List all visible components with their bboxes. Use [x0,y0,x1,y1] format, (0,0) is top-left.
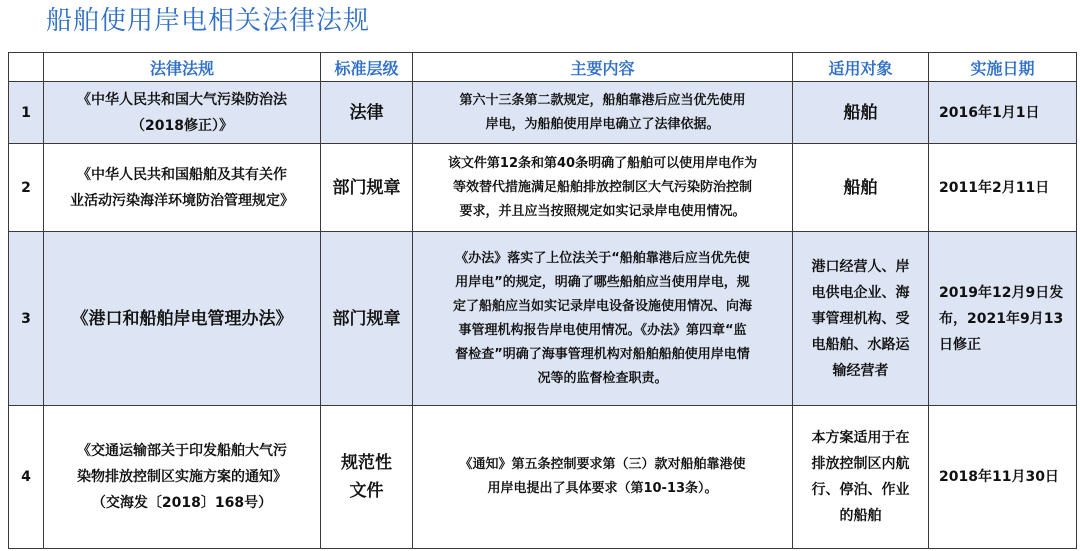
row-number: 4 [9,406,44,549]
main-content [413,232,793,406]
standard-level [321,82,413,144]
standard-level-line: 部门规章 [332,177,401,198]
standard-level [321,232,413,406]
date-line: 日修正 [939,336,981,353]
header-row [9,53,1077,82]
content-line: 用岸电提出了具体要求（第10-13条）。 [487,481,718,496]
applicable-target [793,144,929,232]
content-line: 况等的监督检查职责。 [537,370,668,386]
table-row [9,232,1077,406]
law-name [44,144,321,232]
applicable-target [793,232,929,406]
table-row [9,144,1077,232]
row-number: 1 [9,82,44,144]
content-line: 《通知》第五条控制要求第（三）款对船舶靠港使 [459,457,746,472]
standard-level-line: 法律 [349,102,384,123]
table-row [9,406,1077,549]
date-line: 2016年1月1日 [939,104,1040,121]
effective-date [929,82,1077,144]
standard-level [321,144,413,232]
law-name [44,406,321,549]
law-name-line: 《中华人民共和国船舶及其有关作 [77,166,287,183]
date-line: 2019年12月9日发 [939,284,1064,301]
target-line: 输经营者 [832,362,889,379]
content-line: 等效替代措施满足船舶排放控制区大气污染防治控制 [452,179,752,195]
header-law: 法律法规 [44,53,321,82]
target-line: 本方案适用于在 [811,430,910,446]
standard-level-line: 部门规章 [332,308,401,329]
content-line: 用岸电”的规定，明确了哪些船舶应当使用岸电，规 [455,274,750,290]
law-name-line: （交海发〔2018〕168号） [91,495,273,511]
content-line: 督检查”明确了海事管理机构对船舶船舶使用岸电情 [455,346,750,362]
standard-level-line: 文件 [349,481,384,501]
content-line: 事管理机构报告岸电使用情况。《办法》第四章“监 [458,322,747,338]
target-line: 电船舶、水路运 [811,336,910,353]
header-num [9,53,44,82]
law-name-line: 《港口和船舶岸电管理办法》 [71,308,293,329]
target-line: 船舶 [843,177,878,198]
content-line: 该文件第12条和第40条明确了船舶可以使用岸电作为 [447,155,758,171]
main-content [413,144,793,232]
applicable-target [793,406,929,549]
standard-level-line: 规范性 [341,453,392,473]
header-content: 主要内容 [413,53,793,82]
content-line: 第六十三条第二款规定，船舶靠港后应当优先使用 [459,92,746,108]
effective-date [929,406,1077,549]
target-line: 的船舶 [839,508,882,524]
regulations-table [8,52,1077,549]
law-name [44,82,321,144]
date-line: 2011年2月11日 [939,179,1050,196]
law-name-line: （2018修正）》 [131,117,233,134]
law-name-line: 《中华人民共和国大气污染防治法 [77,91,287,108]
law-name-line: 业活动污染海洋环境防治管理规定》 [70,192,294,209]
content-line: 定了船舶应当如实记录岸电设备设施使用情况、向海 [452,298,752,314]
content-line: 《办法》落实了上位法关于“船舶靠港后应当优先使 [455,250,750,266]
content-line: 岸电，为船舶使用岸电确立了法律依据。 [485,116,720,132]
law-name-line: 《交通运输部关于印发船舶大气污 [77,443,287,459]
row-number: 2 [9,144,44,232]
date-line: 布，2021年9月13 [939,310,1064,327]
effective-date [929,232,1077,406]
effective-date [929,144,1077,232]
target-line: 电供电企业、海 [811,284,910,301]
law-name [44,232,321,406]
content-line: 要求，并且应当按照规定如实记录岸电使用情况。 [459,203,746,219]
table-row [9,82,1077,144]
header-date: 实施日期 [929,53,1077,82]
main-content [413,82,793,144]
row-number: 3 [9,232,44,406]
law-name-line: 染物排放控制区实施方案的通知》 [77,469,287,485]
main-content [413,406,793,549]
applicable-target [793,82,929,144]
header-target: 适用对象 [793,53,929,82]
target-line: 行、停泊、作业 [811,482,910,498]
date-line: 2018年11月30日 [939,469,1059,485]
target-line: 港口经营人、岸 [811,258,910,275]
target-line: 事管理机构、受 [811,310,910,327]
target-line: 排放控制区内航 [811,456,910,472]
standard-level [321,406,413,549]
header-level: 标准层级 [321,53,413,82]
target-line: 船舶 [843,102,878,123]
page-title: 船舶使用岸电相关法律法规 [46,6,371,36]
